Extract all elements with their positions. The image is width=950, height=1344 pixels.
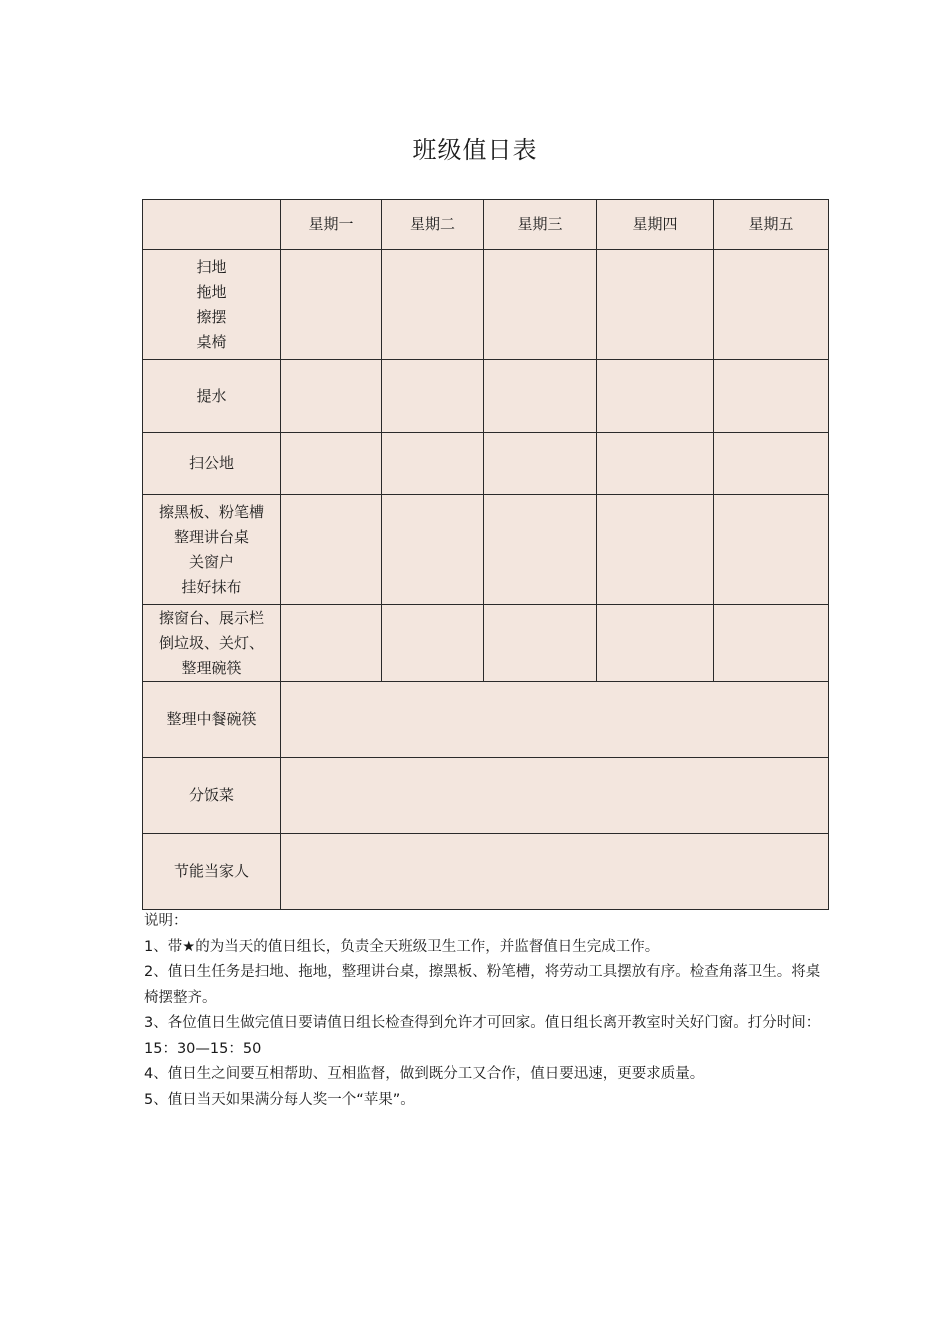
- duty-cell-monday[interactable]: [281, 605, 382, 682]
- weekly-assignment-cell[interactable]: [281, 834, 829, 910]
- duty-schedule-table: [142, 199, 829, 910]
- note-item: 2、值日生任务是扫地、拖地，整理讲台桌，擦黑板、粉笔槽，将劳动工具摆放有序。检查角落卫生。将桌椅摆整齐。: [144, 964, 821, 1006]
- task-label-line: 扫地: [196, 257, 227, 276]
- task-label-line: 擦黑板、粉笔槽: [158, 502, 264, 521]
- day-header-wednesday: 星期三: [484, 200, 597, 250]
- task-label-line: 拖地: [196, 282, 227, 301]
- duty-cell-monday[interactable]: [281, 250, 382, 360]
- duty-cell-wednesday[interactable]: [484, 360, 597, 433]
- duty-cell-wednesday[interactable]: [484, 605, 597, 682]
- duty-cell-friday[interactable]: [714, 433, 829, 495]
- table-row: [143, 250, 829, 360]
- duty-cell-thursday[interactable]: [597, 433, 714, 495]
- duty-cell-tuesday[interactable]: [382, 433, 484, 495]
- notes-heading: 说明：: [144, 913, 188, 929]
- task-label-line: 整理碗筷: [181, 658, 242, 677]
- weekly-assignment-cell[interactable]: [281, 682, 829, 758]
- duty-cell-monday[interactable]: [281, 360, 382, 433]
- duty-cell-tuesday[interactable]: [382, 250, 484, 360]
- duty-cell-monday[interactable]: [281, 433, 382, 495]
- duty-cell-friday[interactable]: [714, 495, 829, 605]
- duty-cell-tuesday[interactable]: [382, 605, 484, 682]
- corner-cell: [143, 200, 281, 250]
- note-item: 1、带★的为当天的值日组长，负责全天班级卫生工作，并监督值日生完成工作。: [144, 938, 660, 955]
- duty-cell-thursday[interactable]: [597, 360, 714, 433]
- table-row: [143, 495, 829, 605]
- task-label-line: 挂好抹布: [181, 577, 242, 596]
- table-row: [143, 433, 829, 495]
- table-row: [143, 682, 829, 758]
- duty-cell-thursday[interactable]: [597, 495, 714, 605]
- task-label-line: 提水: [196, 386, 227, 405]
- duty-cell-thursday[interactable]: [597, 605, 714, 682]
- task-label: [143, 605, 281, 682]
- day-header-thursday: 星期四: [597, 200, 714, 250]
- duty-cell-wednesday[interactable]: [484, 250, 597, 360]
- task-label: 分饭菜: [143, 758, 281, 834]
- task-label-line: 桌椅: [196, 332, 227, 351]
- duty-cell-wednesday[interactable]: [484, 495, 597, 605]
- duty-cell-tuesday[interactable]: [382, 495, 484, 605]
- task-label: 整理中餐碗筷: [143, 682, 281, 758]
- duty-cell-friday[interactable]: [714, 605, 829, 682]
- table-row: [143, 758, 829, 834]
- day-header-tuesday: 星期二: [382, 200, 484, 250]
- task-label: [143, 433, 281, 495]
- task-label-line: 整理讲台桌: [173, 527, 249, 546]
- duty-cell-monday[interactable]: [281, 495, 382, 605]
- table-row: [143, 605, 829, 682]
- task-label-line: 关窗户: [188, 552, 234, 571]
- task-label-line: 倒垃圾、关灯、: [158, 633, 264, 652]
- table-row: [143, 360, 829, 433]
- note-item: 5、值日当天如果满分每人奖一个“苹果”。: [144, 1091, 415, 1108]
- task-label: [143, 495, 281, 605]
- duty-cell-friday[interactable]: [714, 250, 829, 360]
- duty-cell-wednesday[interactable]: [484, 433, 597, 495]
- day-header-monday: 星期一: [281, 200, 382, 250]
- header-row: [143, 200, 829, 250]
- task-label: [143, 360, 281, 433]
- duty-cell-thursday[interactable]: [597, 250, 714, 360]
- day-header-friday: 星期五: [714, 200, 829, 250]
- duty-cell-tuesday[interactable]: [382, 360, 484, 433]
- page-title: 班级值日表: [412, 136, 538, 164]
- task-label-line: 扫公地: [188, 454, 234, 472]
- notes-section: [144, 909, 830, 1113]
- weekly-assignment-cell[interactable]: [281, 758, 829, 834]
- task-label: 节能当家人: [143, 834, 281, 910]
- duty-cell-friday[interactable]: [714, 360, 829, 433]
- task-label: [143, 250, 281, 360]
- task-label-line: 擦窗台、展示栏: [158, 608, 264, 627]
- table-row: [143, 834, 829, 910]
- note-item: 3、各位值日生做完值日要请值日组长检查得到允许才可回家。值日组长离开教室时关好门窗。打分时间：15：30—15：50: [144, 1015, 821, 1057]
- note-item: 4、值日生之间要互相帮助、互相监督，做到既分工又合作，值日要迅速，更要求质量。: [144, 1066, 705, 1082]
- task-label-line: 擦摆: [196, 307, 227, 326]
